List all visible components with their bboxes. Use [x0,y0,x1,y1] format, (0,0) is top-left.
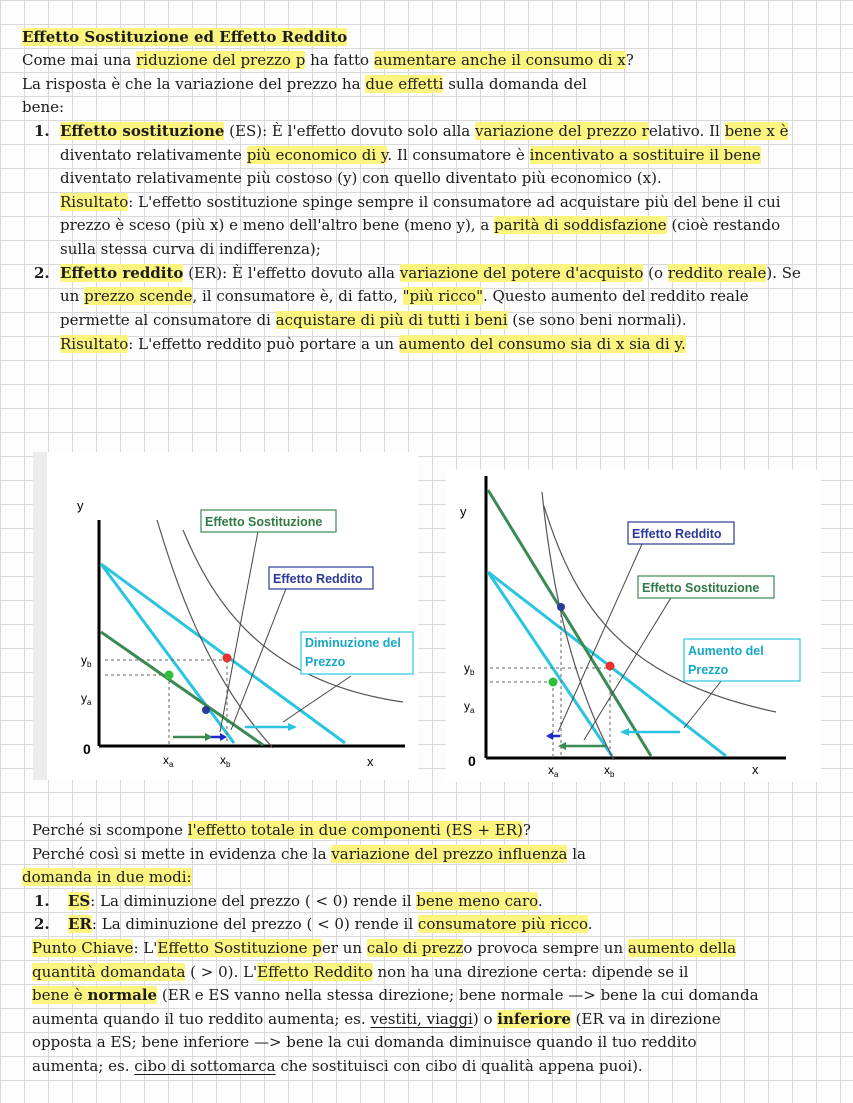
label-er: Effetto Reddito [273,572,363,586]
label-es: Effetto Sostituzione [205,515,323,529]
x-axis-label: x [752,762,759,777]
item2-line-4: Risultato: L'effetto reddito può portare a un aumento del consumo sia di x sia di y. [60,335,686,353]
ya-label: $y_a$ [81,691,92,707]
key-point-line-2: quantità domandata ( > 0). L'Effetto Reddito non ha una direzione certa: dipende se il [32,963,689,981]
figure-background [446,470,821,782]
intro-line-1: Come mai una riduzione del prezzo p ha fatto aumentare anche il consumo di x? [22,51,634,69]
key-point-line-1: Punto Chiave: L'Effetto Sostituzione per un calo di prezzo provoca sempre un aumento della [32,939,737,957]
item1-line-4: Risultato: L'effetto sostituzione spinge sempre il consumatore ad acquistare più del bene il cui [60,193,781,211]
ya-label: $y_a$ [464,699,475,715]
origin-label: 0 [468,753,476,769]
yb-label: $y_b$ [464,661,475,677]
label-price-2: Prezzo [688,663,729,677]
item2-line-3: permette al consumatore di acquistare di più di tutti i beni (se sono beni normali). [60,311,687,329]
point-initial [606,662,615,671]
page-title: Effetto Sostituzione ed Effetto Reddito [22,28,348,46]
point-final [549,678,558,687]
sec2-line-2: Perché così si mette in evidenza che la variazione del prezzo influenza la [32,845,586,863]
list-number-es: 1. [34,892,50,910]
point-compensated [557,603,565,611]
sec2-line-3: domanda in due modi: [22,868,192,886]
list-number-1: 1. [34,122,50,140]
x-axis-label: x [367,754,374,769]
intro-line-3: bene: [22,98,65,116]
er-line: ER: La diminuzione del prezzo ( < 0) rende il consumatore più ricco. [68,915,593,933]
origin-label: 0 [83,741,91,757]
key-point-line-4: aumenta quando il tuo reddito aumenta; es. vestiti, viaggi) o inferiore (ER va in direzione [32,1010,721,1028]
label-price-1: Diminuzione del [305,636,401,650]
item1-line-3: diventato relativamente più costoso (y) con quello diventato più economico (x). [60,169,662,187]
label-price-1: Aumento del [688,644,764,658]
figure-margin-shade [33,452,47,780]
key-point-line-5: opposta a ES; bene inferiore —> bene la cui domanda diminuisce quando il tuo reddito [32,1033,697,1051]
sec2-line-1: Perché si scompone l'effetto totale in due componenti (ES + ER)? [32,821,531,839]
es-line: ES: La diminuzione del prezzo ( < 0) rende il bene meno caro. [68,892,543,910]
y-axis-label: y [77,498,84,513]
item2-line-1: Effetto reddito (ER): È l'effetto dovuto alla variazione del potere d'acquisto (o reddito reale). Se [60,264,801,282]
point-compensated [202,706,210,714]
label-er: Effetto Reddito [632,527,722,541]
point-final [223,654,232,663]
item1-line-5: prezzo è sceso (più x) e meno dell'altro bene (meno y), a parità di soddisfazione (cioè restando [60,216,781,234]
label-price-2: Prezzo [305,655,346,669]
xa-label: $x_a$ [548,763,559,779]
key-point-line-6: aumenta; es. cibo di sottomarca che sostituisci con cibo di qualità appena puoi). [32,1057,643,1075]
list-number-er: 2. [34,915,50,933]
y-axis-label: y [460,504,467,519]
intro-line-2: La risposta è che la variazione del prezzo ha due effetti sulla domanda del [22,75,587,93]
xa-label: $x_a$ [163,753,174,769]
item2-line-2: un prezzo scende, il consumatore è, di fatto, "più ricco". Questo aumento del reddito reale [60,287,749,305]
xb-label: $x_b$ [604,763,615,779]
item1-line-1: Effetto sostituzione (ES): È l'effetto dovuto solo alla variazione del prezzo relativo. Il bene x è [60,122,789,140]
figure-price-increase [446,470,821,782]
yb-label: $y_b$ [81,653,92,669]
item1-line-6: sulla stessa curva di indifferenza); [60,240,321,258]
xb-label: $x_b$ [220,753,231,769]
item1-line-2: diventato relativamente più economico di y. Il consumatore è incentivato a sostituire il bene [60,146,761,164]
label-es: Effetto Sostituzione [642,581,760,595]
list-number-2: 2. [34,264,50,282]
figure-price-decrease [33,452,418,780]
point-initial [165,671,174,680]
key-point-line-3: bene è normale (ER e ES vanno nella stessa direzione; bene normale —> bene la cui domanda [32,986,759,1004]
